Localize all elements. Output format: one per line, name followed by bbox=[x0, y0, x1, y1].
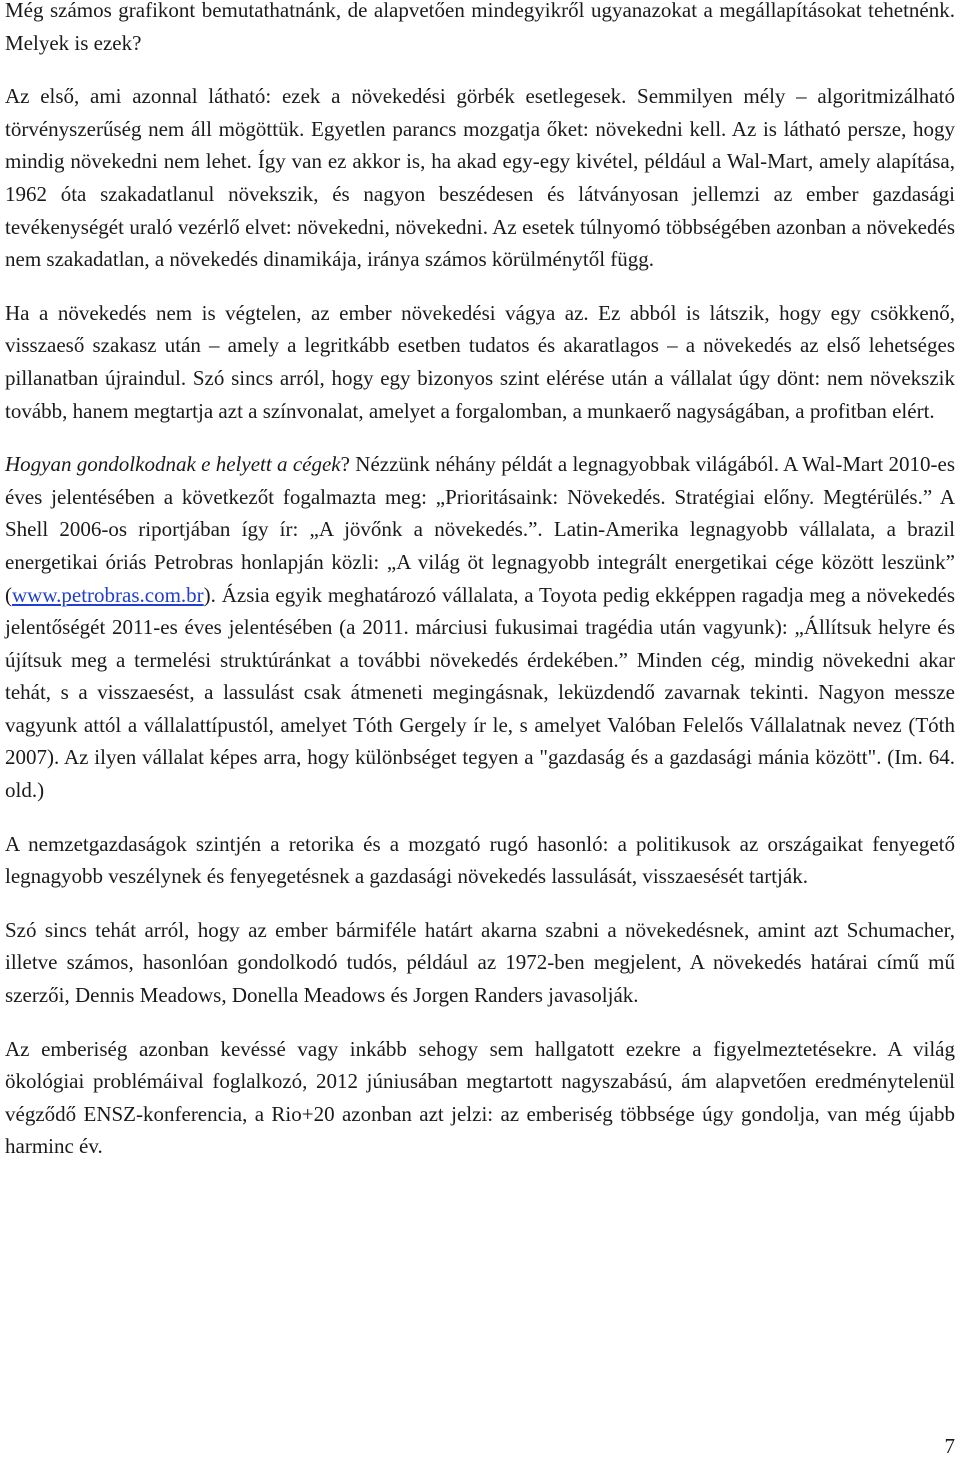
paragraph-3-text: Ha a növekedés nem is végtelen, az ember növekedési vágya az. Ez abból is látszik, hogy egy csökkenő, visszaeső szakasz után – amely a legritkább esetben tudatos és akaratlagos – a növekedés az első lehetséges pillanatban újraindul. Szó sincs arról, hogy egy bizonyos szint elérése után a vállalat úgy dönt: nem növekszik tovább, hanem megtartja azt a színvonalat, amelyet a forgalomban, a munkaerő nagyságában, a profitban elért. bbox=[5, 300, 955, 423]
paragraph-1-text: Még számos grafikont bemutathatnánk, de alapvetően mindegyikről ugyanazokat a megállapításokat tehetnénk. Melyek is ezek? bbox=[5, 0, 955, 55]
paragraph-4 bbox=[5, 448, 955, 807]
paragraph-4-text-a: ? Nézzünk néhány példát a legnagyobbak világából. A Wal-Mart 2010-es éves jelentésében a következőt fogalmazta meg: „Prioritásaink: Növekedés. Stratégiai előny. Megtérülés.” A Shell 2006-os riportjában így ír: „A jövőnk a növekedés.”. Latin-Amerika legnagyobb vállalata, a brazil energetikai óriás Petrobras honlapján közli: „A világ öt legnagyobb integrált energetikai cége között leszünk” ( bbox=[5, 452, 955, 607]
page-number: 7 bbox=[944, 1434, 955, 1458]
paragraph-6 bbox=[5, 914, 955, 1012]
paragraph-2-text: Az első, ami azonnal látható: ezek a növekedési görbék esetlegesek. Semmilyen mély – algoritmizálható törvényszerűség nem áll mögöttük. Egyetlen parancs mozgatja őket: növekedni kell. Az is látható persze, hogy mindig növekedni nem lehet. Így van ez akkor is, ha akad egy-egy kivétel, például a Wal-Mart, amely alapítása, 1962 óta szakadatlanul növekszik, és nagyon beszédesen és látványosan jellemzi az ember gazdasági tevékenységét uraló vezérlő elvet: növekedni, növekedni. Az esetek túlnyomó többségében azonban a növekedés nem szakadatlan, a növekedés dinamikája, iránya számos körülménytől függ. bbox=[5, 84, 955, 272]
body-text bbox=[5, 0, 955, 1184]
paragraph-3 bbox=[5, 297, 955, 427]
paragraph-5-text: A nemzetgazdaságok szintjén a retorika és a mozgató rugó hasonló: a politikusok az országaikat fenyegető legnagyobb veszélynek és fenyegetésnek a gazdasági növekedés lassulását, visszaesését tartják. bbox=[5, 831, 955, 889]
petrobras-link[interactable]: www.petrobras.com.br bbox=[12, 582, 204, 607]
paragraph-2 bbox=[5, 80, 955, 276]
paragraph-7 bbox=[5, 1033, 955, 1163]
paragraph-1 bbox=[5, 0, 955, 59]
paragraph-6-text: Szó sincs tehát arról, hogy az ember bármiféle határt akarna szabni a növekedésnek, amint azt Schumacher, illetve számos, hasonlóan gondolkodó tudós, például az 1972-ben megjelent, A növekedés határai című mű szerzői, Dennis Meadows, Donella Meadows és Jorgen Randers javasolják. bbox=[5, 917, 955, 1008]
paragraph-4-italic-question: Hogyan gondolkodnak e helyett a cégek bbox=[5, 452, 341, 477]
paragraph-7-text: Az emberiség azonban kevéssé vagy inkább sehogy sem hallgatott ezekre a figyelmeztetésekre. A világ ökológiai problémáival foglalkozó, 2012 júniusában megtartott nagyszabású, ám alapvetően eredménytelenül végződő ENSZ-konferencia, a Rio+20 azonban azt jelzi: az emberiség többsége úgy gondolja, van még újabb harminc év. bbox=[5, 1036, 955, 1159]
paragraph-4-text-b: ). Ázsia egyik meghatározó vállalata, a Toyota pedig ekképpen ragadja meg a növekedés jelentőségét 2011-es éves jelentésében (a 2011. márciusi fukusimai tragédia után vagyunk): „Állítsuk helyre és újítsuk meg a termelési struktúránkat a további növekedés érdekében.” Minden cég, mindig növekedni akar tehát, s a visszaesést, a lassulást csak átmeneti megingásnak, leküzdendő zavarnak tekinti. Nagyon messze vagyunk attól a vállalattípustól, amelyet Tóth Gergely ír le, s amelyet Valóban Felelős Vállalatnak nevez (Tóth 2007). Az ilyen vállalat képes arra, hogy különbséget tegyen a "gazdaság és a gazdasági mánia között". (Im. 64. old.) bbox=[5, 582, 955, 803]
paragraph-5 bbox=[5, 828, 955, 893]
